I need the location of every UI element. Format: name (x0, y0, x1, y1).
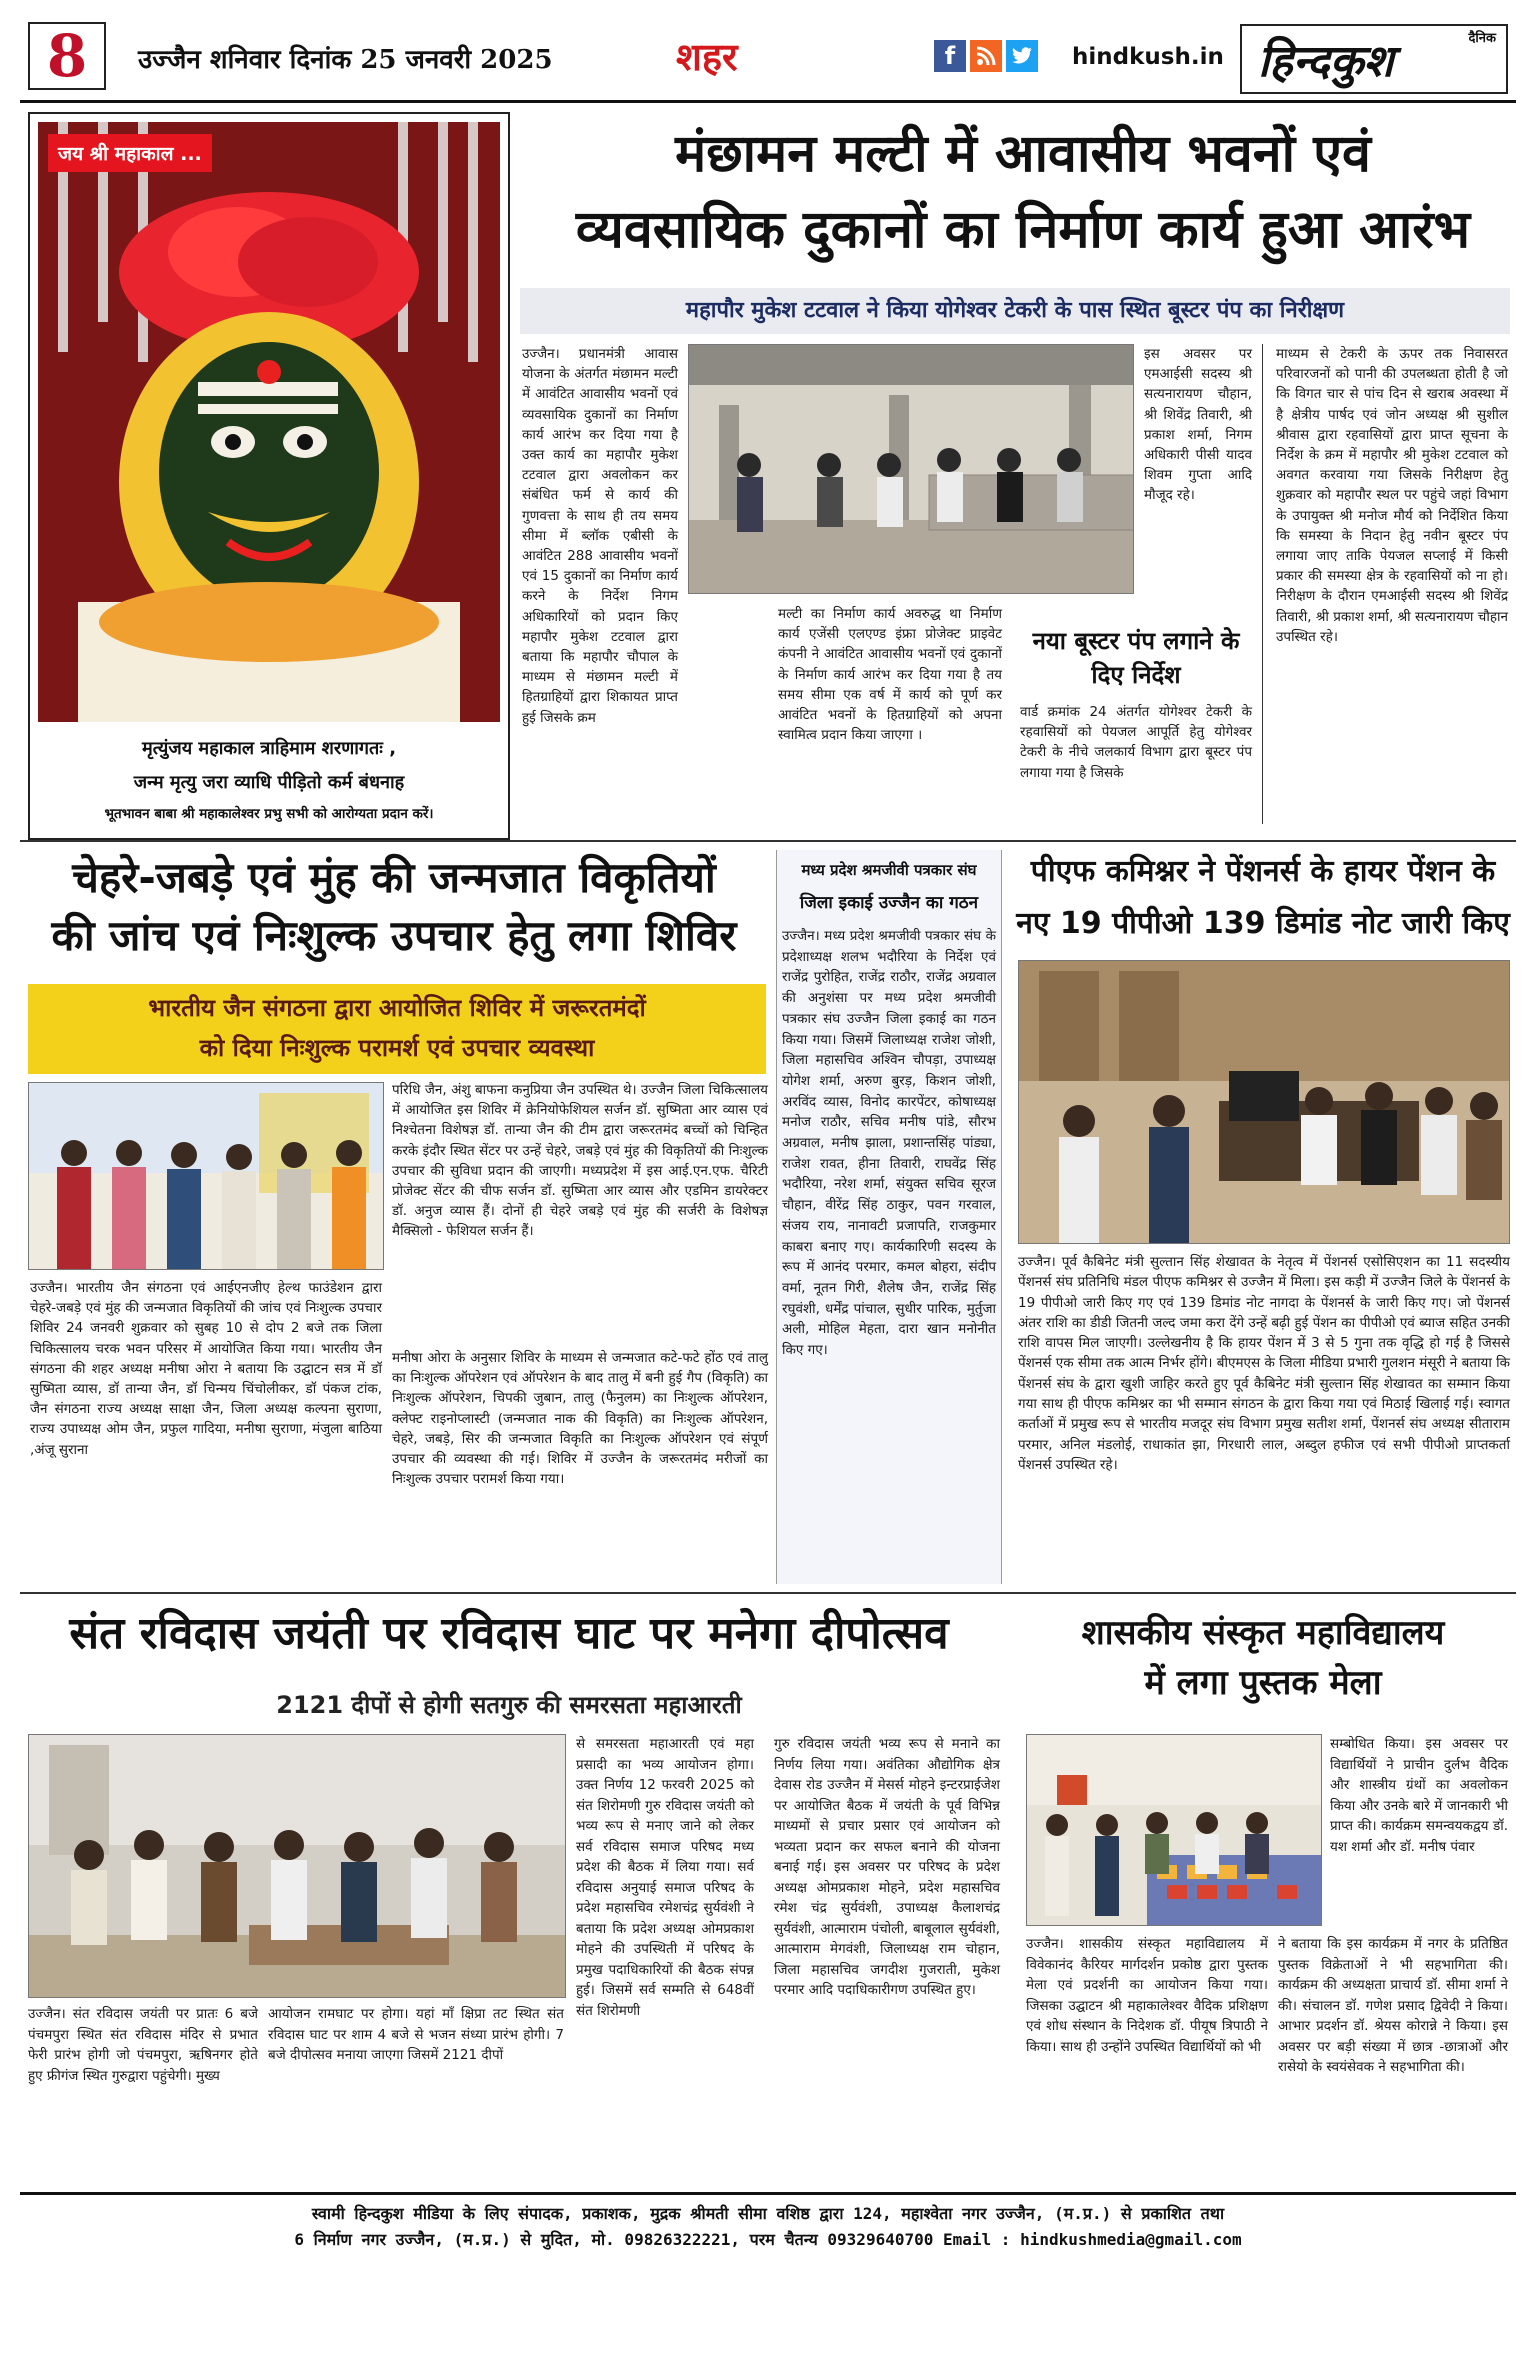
paper-logo-box (1240, 24, 1508, 94)
story1-col4: माध्यम से टेकरी के ऊपर तक निवासरत परिवारजनों को पानी की उपलब्धता होती है जो कि विगत चार से पांच दिन से खराब अवस्था में है क्षेत्रीय पार्षद एवं जोन अध्यक्ष श्री सुशील श्रीवास द्वारा रहवासियों द्वारा प्राप्त सूचना के निर्देश के क्रम में महापौर श्री मुकेश टटवाल को अवगत करवाया गया जिसके निरीक्षण हेतु शुक्रवार को महापौर स्थल पर पहुंचे जहां विभाग के उपायुक्त श्री मनोज मौर्य को निर्देशित किया कि समस्या के निदान हेतु नवीन बूस्टर पंप लगाया जाए ताकि पेयजल सप्लाई में किसी प्रकार की समस्या क्षेत्र के रहवासियों को ना हो। निरीक्षण के दौरान एमआईसी सदस्य श्री शिवेंद्र तिवारी, श्री प्रकाश शर्मा, श्री सत्यनारायण चौहान उपस्थित रहे। (1276, 346, 1508, 645)
story1-col1: उज्जैन। प्रधानमंत्री आवास योजना के अंतर्गत मंछामन मल्टी में आवंटित आवासीय भवनों एवं व्यवसायिक दुकानों का निर्माण कार्य आरंभ कर दिया गया है उक्त कार्य का महापौर मुकेश टटवाल द्वारा अवलोकन कर संबंधित फर्म से कार्य की गुणवत्ता के साथ ही तय समय सीमा में ब्लॉक एबीसी के आवंटित 288 आवासीय भवनों एवं 15 दुकानों का निर्माण कार्य करने के निर्देश निगम अधिकारियों को प्रदान किए महापौर मुकेश टटवाल द्वारा बताया कि महापौर चौपाल के माध्यम से मंछामन मल्टी में हितग्राहियों द्वारा शिकायत प्राप्त हुई जिसके क्रम (522, 346, 678, 726)
story6-col-right-top: सम्बोधित किया। इस अवसर पर विद्यार्थियों ने प्राचीन दुर्लभ वैदिक और शास्त्रीय ग्रंथों का अवलोकन किया और उनके बारे में जानकारी भी प्राप्त की। कार्यक्रम समन्वयकद्वय डॉ. यश शर्मा और डॉ. मनीष पंवार (1330, 1736, 1508, 1855)
story2-subhead (28, 984, 766, 1074)
mahakal-illustration (38, 122, 500, 722)
story3-headline-2: जिला इकाई उज्जैन का गठन (799, 893, 979, 913)
social-icons (934, 40, 1038, 72)
paper-tag: दैनिक (1468, 31, 1496, 46)
story5-col-photo-below-right: आयोजन रामघाट पर होगा। यहां माँ क्षिप्रा तट स्थित संत रविदास घाट पर शाम 4 बजे से भजन संध्या प्रारंभ होगी। 7 बजे दीपोत्सव मनाया जाएगा जिसमें 2121 दीपों (268, 2006, 564, 2063)
mahakal-box (28, 112, 510, 840)
rss-icon[interactable] (970, 40, 1002, 72)
story5-col-photo-below-left: उज्जैन। संत रविदास जयंती पर प्रातः 6 बजे पंचमपुरा स्थित संत रविदास मंदिर से प्रभात फेरी प्रारंभ होगी जो पंचमपुरा, ऋषिनगर होते हुए फ्रीगंज स्थित गुरुद्वारा पहुंचेगी। मुख्य (28, 2006, 258, 2084)
story6-photo (1026, 1734, 1322, 1926)
section-rule-2 (20, 1592, 1516, 1594)
story3-body: उज्जैन। मध्य प्रदेश श्रमजीवी पत्रकार संघ के प्रदेशाध्यक्ष शलभ भदौरिया के निर्देश एवं राजेंद्र पुरोहित, राजेंद्र राठौर, राजेंद्र अग्रवाल की अनुशंसा पर मध्य प्रदेश श्रमजीवी पत्रकार संघ उज्जैन जिला इकाई का गठन किया गया। जिसमें जिलाध्यक्ष राजेश जोशी, जिला महासचिव अश्विन चौपड़ा, उपाध्यक्ष योगेश शर्मा, अरुण बुरड़, किशन जोशी, अरविंद व्यास, विनोद कारपेंटर, कोषाध्यक्ष मनोज राठौर, सचिव मनीष पांडे, सौरभ अग्रवाल, मनीष झाला, प्रशान्तसिंह पांड्या, राजेश रावत, हीना तिवारी, राघवेंद्र सिंह भदौरिया, नरेश शर्मा, संयुक्त सचिव सूरज चौहान, वीरेंद्र सिंह ठाकुर, पवन गरवाल, संजय राय, नानावटी प्रजापति, राजकुमार काबरा बनाए गए। कार्यकारिणी सदस्य के रूप में आनंद परमार, कमल बोहरा, संदीप वर्मा, नूतन गिरी, शैलेष जैन, राजेंद्र सिंह रघुवंशी, धर्मेंद्र पांचाल, सुधीर पारिक, मुर्तुजा अली, मोहिल मेहता, दारा खान मनोनीत किए गए। (782, 928, 996, 1359)
story1-booster-head: नया बूस्टर पंप लगाने के दिए निर्देश (1032, 627, 1240, 689)
story1-subhead: महापौर मुकेश टटवाल ने किया योगेश्वर टेकरी के पास स्थित बूस्टर पंप का निरीक्षण (520, 288, 1510, 334)
story1-booster-text: वार्ड क्रमांक 24 अंतर्गत योगेश्वर टेकरी के रहवासियों को पेयजल आपूर्ति हेतु योगेश्वर टेकरी के नीचे जलकार्य विभाग द्वारा बूस्टर पंप लगाया गया है जिसके (1020, 704, 1252, 781)
story2-photo (28, 1082, 384, 1270)
story3-headline-1: मध्य प्रदेश श्रमजीवी पत्रकार संघ (801, 861, 977, 879)
story5-headline: संत रविदास जयंती पर रविदास घाट पर मनेगा दीपोत्सव (69, 1608, 949, 1659)
story1-headline-1: मंछामन मल्टी में आवासीय भवनों एवं (675, 124, 1371, 184)
mahakal-caption-2: जन्म मृत्यु जरा व्याधि पीड़ितो कर्म बंधनाह (133, 772, 405, 793)
story2-headline-2: की जांच एवं निःशुल्क उपचार हेतु लगा शिविर (51, 911, 737, 960)
mahakal-photo (38, 122, 500, 722)
story4-body: उज्जैन। पूर्व कैबिनेट मंत्री सुल्तान सिंह शेखावत के नेतृत्व में पेंशनर्स एसोसिएशन का 11 सदस्यीय पेंशनर्स संघ प्रतिनिधि मंडल पीएफ कमिश्नर से उज्जैन में मिला। इस कड़ी में उज्जैन जिले के पेंशनर्स के 19 पीपीओ जारी किए गए एवं 139 डिमांड नोट नागदा के पेंशनर्स के जारी किए गए। जो पेंशनर्स अंतर राशि का डीडी जितनी जल्द जमा करा देंगे उन्हें बढ़ी हुई पेंशन का पीपीओ एवं ब्याज सहित उनकी राशि वापस मिल जाएगी। उल्लेखनीय है कि हायर पेंशन में 3 से 5 गुना तक वृद्धि हो गई है जिससे पेंशनर्स एक सीमा तक आत्म निर्भर होंगे। बीएमएस के जिला मीडिया प्रभारी गुलशन मंसूरी ने बताया कि पेंशनर्स संघ के द्वारा खुशी जाहिर करते हुए पूर्व कैबिनेट मंत्री सुल्तान सिंह शेखावत का सम्मान किया गया साथ ही पीएफ कमिश्नर का भी सम्मान संगठन के द्वारा किया गया एवं मिठाई खिलाई गई। स्वागत कर्ताओं में प्रमुख रूप से भारतीय मजदूर संघ विभाग प्रमुख सतीश शर्मा, पेंशनर्स संघ अध्यक्ष सीताराम परमार, अनिल मंडलोई, राधाकांत झा, गिरधारी लाल, अब्दुल हफीज एवं सभी पीपीओ प्राप्तकर्ता पेंशनर्स उपस्थित रहे। (1018, 1254, 1510, 1473)
mahakal-tag: जय श्री महाकाल ... (48, 134, 212, 172)
footer-line-1: स्वामी हिन्दकुश मीडिया के लिए संपादक, प्रकाशक, मुद्रक श्रीमती सीमा वशिष्ठ द्वारा 124, महाश्वेता नगर उज्जैन, (म.प्र.) से प्रकाशित तथा (311, 2204, 1225, 2223)
dateline: उज्जैन शनिवार दिनांक 25 जनवरी 2025 (138, 45, 553, 75)
story2-headline-1: चेहरे-जबड़े एवं मुंह की जन्मजात विकृतियों (72, 853, 716, 902)
footer-rule (20, 2192, 1516, 2195)
footer-line-2: 6 निर्माण नगर उज्जैन, (म.प्र.) से मुदित, मो. 09826322221, परम चैतन्य 09329640700 Email : hindkushmedia@gmail.com (294, 2230, 1242, 2249)
story4-headline-1: पीएफ कमिश्नर ने पेंशनर्स के हायर पेंशन के (1030, 854, 1496, 889)
mahakal-caption-3: भूतभावन बाबा श्री महाकालेश्वर प्रभु सभी को आरोग्यता प्रदान करें। (104, 806, 434, 822)
story6-headline-2: में लगा पुस्तक मेला (1144, 1663, 1382, 1703)
story1-col-divider (1262, 344, 1263, 824)
twitter-icon[interactable] (1006, 40, 1038, 72)
mahakal-caption-1: मृत्युंजय महाकाल त्राहिमाम शरणागतः , (141, 738, 397, 759)
story1-photo (688, 344, 1134, 594)
story6-headline-1: शासकीय संस्कृत महाविद्यालय (1081, 1613, 1445, 1653)
story6-col-left: उज्जैन। शासकीय संस्कृत महाविद्यालय में विवेकानंद कैरियर मार्गदर्शन प्रकोष्ठ द्वारा पुस्तक मेला एवं प्रदर्शनी का आयोजन किया गया। जिसका उद्घाटन श्री महाकालेश्वर वैदिक प्रशिक्षण एवं शोध संस्थान के निदेशक डॉ. पीयूष त्रिपाठी ने किया। साथ ही उन्होंने उपस्थित विद्यार्थियों को भी (1026, 1936, 1268, 2055)
story1-col2: मल्टी का निर्माण कार्य अवरुद्ध था निर्माण कार्य एजेंसी एलएण्ड इंफ्रा प्रोजेक्ट प्राइवेट कंपनी ने आवंटित आवासीय भवनों एवं दुकानों के निर्माण कार्य आरंभ कर दिया गया है तय समय सीमा एक वर्ष में कार्य को पूर्ण कर आवंटित भवनों के हितग्राहियों को अपना स्वामित्व प्रदान किया जाएगा । (778, 606, 1002, 744)
story5-col2: से समरसता महाआरती एवं महा प्रसादी का भव्य आयोजन होगा। उक्त निर्णय 12 फरवरी 2025 को संत शिरोमणी गुरु रविदास जयंती को भव्य रूप से मनाए जाने को लेकर सर्व रविदास समाज परिषद मध्य प्रदेश की बैठक में लिया गया। सर्व रविदास अनुयाई समाज परिषद के प्रदेश महासचिव रमेशचंद्र सुर्यवंशी ने बताया कि प्रदेश अध्यक्ष ओमप्रकाश मोहने की उपस्थिती में परिषद के प्रमुख पदाधिकारियों की बैठक संपन्न हुई। जिसमें सर्व सम्मति से 648वीं संत शिरोमणी (576, 1736, 754, 2019)
facebook-icon[interactable]: f (934, 40, 966, 72)
story2-col-right-top: परिधि जैन, अंशु बाफना कनुप्रिया जैन उपस्थित थे। उज्जैन जिला चिकित्सालय में आयोजित इस शिविर में क्रेनियोफेशियल सर्जन डॉ. सुष्मिता आर व्यास एवं निश्चेतना विशेषज्ञ डॉ. तान्या जैन की टीम द्वारा जरूरतमंद बच्चों को चिन्हित करके इंदौर स्थित सेंटर पर उन्हें चेहरे, जबड़े एवं मुंह की विकृतियों की निःशुल्क उपचार की सुविधा प्रदान की जाएगी। मध्यप्रदेश में इस आई.एन.एफ. चैरिटी प्रोजेक्ट सेंटर की चीफ सर्जन डॉ. सुष्मिता आर व्यास और एडमिन डायरेक्टर डॉ. अनुज व्यास हैं। दोनों ही चेहरे जबड़े एवं मुंह की सर्जरी के विशेषज्ञ मैक्सिलो - फेशियल सर्जन हैं। (392, 1082, 768, 1240)
story4-photo (1018, 960, 1510, 1244)
section-name: शहर (676, 35, 738, 79)
story6-col-right-bottom: ने बताया कि इस कार्यक्रम में नगर के प्रतिष्ठित पुस्तक विक्रेताओं ने भी सहभागिता की। कार्यक्रम की अध्यक्षता प्राचार्य डॉ. सीमा शर्मा ने की। संचालन डॉ. गणेश प्रसाद द्विवेदी ने किया। आभार प्रदर्शन डॉ. श्रेयस कोरान्ने ने किया। इस अवसर पर बड़ी संख्या में छात्र -छात्राओं और रासेयो के स्वयंसेवक ने सहभागिता की। (1278, 1936, 1508, 2075)
story1-col3: इस अवसर पर एमआईसी सदस्य श्री सत्यनारायण चौहान, श्री शिवेंद्र तिवारी, श्री प्रकाश शर्मा, निगम अधिकारी पीसी यादव शिवम गुप्ता आदि मौजूद रहे। (1144, 346, 1252, 504)
paper-logo: हिन्दकुश (1258, 36, 1394, 87)
story5-subhead: 2121 दीपों से होगी सतगुरु की समरसता महाआरती (276, 1691, 742, 1719)
story2-col-left: उज्जैन। भारतीय जैन संगठना एवं आईएनजीए हेल्थ फाउंडेशन द्वारा चेहरे-जबड़े एवं मुंह की जन्मजात विकृतियों की जांच एवं निःशुल्क उपचार शिविर 24 जनवरी शुक्रवार को सुबह 10 से दोप 2 बजे तक जिला चिकित्सालय चरक भवन परिसर में आयोजित किया गया। भारतीय जैन संगठना की शहर अध्यक्ष मनीषा ओरा ने बताया कि उद्घाटन सत्र में डॉ सुष्मिता व्यास, डॉ तान्या जैन, डॉ चिन्मय चिंचोलीकर, डॉ पंकज टांक, जैन संगठना राज्य अध्यक्ष साक्षा जैन, जिला अध्यक्ष कल्पना सुराणा, राज्य उपाध्यक्ष ओम जैन, प्रफुल गादिया, मनीषा सुराणा, मंजुला बाठिया ,अंजू सुराना (30, 1280, 382, 1458)
page-number: 8 (46, 22, 88, 90)
story2-subhead-line1: भारतीय जैन संगठना द्वारा आयोजित शिविर में जरूरतमंदों (148, 994, 646, 1022)
section-rule-1 (20, 840, 1516, 842)
website-link[interactable]: hindkush.in (1072, 44, 1224, 70)
story5-photo (28, 1734, 566, 1998)
story1-headline-2: व्यवसायिक दुकानों का निर्माण कार्य हुआ आरंभ (575, 200, 1471, 260)
story5-col3: गुरु रविदास जयंती भव्य रूप से मनाने का निर्णय लिया गया। अवंतिका औद्योगिक क्षेत्र देवास रोड उज्जैन में मेसर्स मोहने इन्टरप्राईजेश पर आयोजित बैठक में जयंती के पूर्व विभिन्न माध्यमों से प्रचार प्रसार एवं आयोजन को भव्यता प्रदान कर सफल बनाने की योजना बनाई गई। इस अवसर पर परिषद के प्रदेश अध्यक्ष ओमप्रकाश मोहने, प्रदेश महासचिव रमेश चंद्र सुर्यवंशी, उपाध्यक्ष कैलाशचंद्र सुर्यवंशी, आत्माराम पंचोली, बाबूलाल सुर्यवंशी, आत्माराम मेगवंशी, जिलाध्यक्ष राम चोहान, जिला महासचिव जगदीश गुजराती, मुकेश परमार आदि पदाधिकारीगण उपस्थित हुए। (774, 1736, 1000, 1998)
page-number-box (28, 22, 106, 90)
story2-col-right-bottom: मनीषा ओरा के अनुसार शिविर के माध्यम से जन्मजात कटे-फटे होंठ एवं तालु का निःशुल्क ऑपरेशन एवं ऑपरेशन के बाद तालु में बनी हुई गैप (विकृति) का निःशुल्क ऑपरेशन, चिपकी जुबान, तालु (फैनुलम) का निःशुल्क ऑपरेशन, क्लेफ्ट राइनोप्लास्टी (जन्मजात नाक की विकृति) का निःशुल्क ऑपरेशन, चेहरे, जबड़े, सिर की जन्मजात विकृति का निःशुल्क ऑपरेशन एवं संपूर्ण उपचार की व्यवस्था की गई। शिविर में उज्जैन के जरूरतमंद मरीजों का निःशुल्क उपचार परामर्श किया गया। (392, 1350, 768, 1488)
story4-headline-2: नए 19 पीपीओ 139 डिमांड नोट जारी किए (1016, 906, 1510, 941)
masthead-rule (20, 100, 1516, 103)
story2-subhead-line2: को दिया निःशुल्क परामर्श एवं उपचार व्यवस्था (199, 1034, 595, 1062)
